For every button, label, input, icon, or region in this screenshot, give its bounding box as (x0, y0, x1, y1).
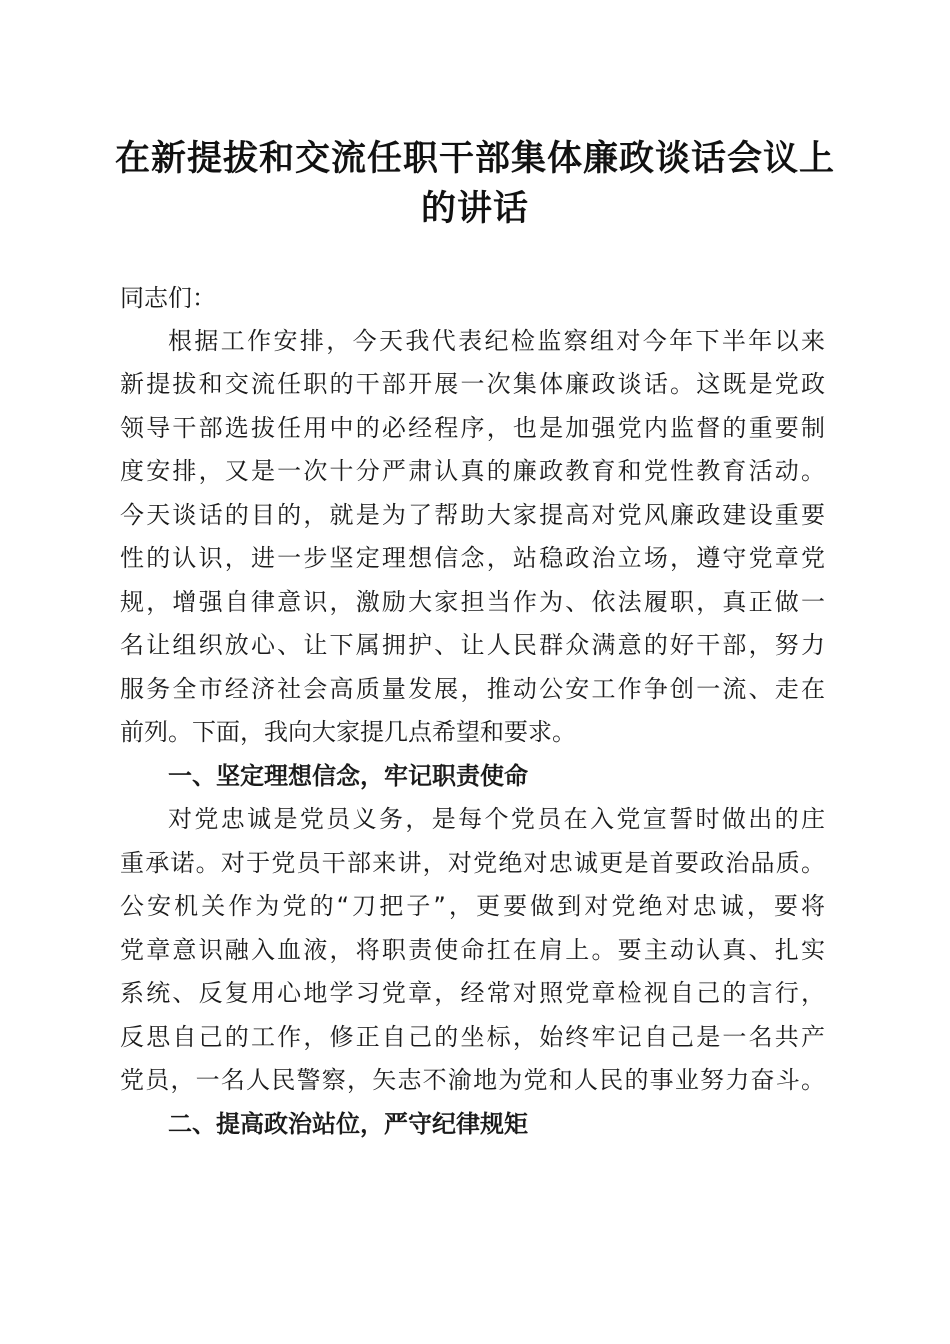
paragraph-1-line-3: 领导干部选拔任用中的必经程序，也是加强党内监督的重要制 (120, 414, 825, 442)
section-heading-2: 二、提高政治站位，严守纪律规矩 (168, 1110, 528, 1138)
salutation: 同志们： (120, 284, 216, 312)
paragraph-2-line-1: 对党忠诚是党员义务，是每个党员在入党宣誓时做出的庄 (168, 805, 825, 833)
paragraph-1-line-9: 服务全市经济社会高质量发展，推动公安工作争创一流、走在 (120, 675, 825, 703)
paragraph-1-line-4: 度安排，又是一次十分严肃认真的廉政教育和党性教育活动。 (120, 457, 825, 485)
paragraph-2-line-4: 党章意识融入血液，将职责使命扛在肩上。要主动认真、扎实 (120, 936, 825, 964)
paragraph-1-line-5: 今天谈话的目的，就是为了帮助大家提高对党风廉政建设重要 (120, 501, 825, 529)
paragraph-2-line-5: 系统、反复用心地学习党章，经常对照党章检视自己的言行， (120, 979, 825, 1007)
paragraph-1-line-10: 前列。下面，我向大家提几点希望和要求。 (120, 718, 576, 746)
paragraph-2-line-6: 反思自己的工作，修正自己的坐标，始终牢记自己是一名共产 (120, 1023, 825, 1051)
document-title: 在新提拔和交流任职干部集体廉政谈话会议上的讲话 (114, 138, 835, 229)
paragraph-1-line-8: 名让组织放心、让下属拥护、让人民群众满意的好干部，努力 (120, 631, 825, 659)
paragraph-2-line-7: 党员，一名人民警察，矢志不渝地为党和人民的事业努力奋斗。 (120, 1066, 825, 1094)
paragraph-1-line-1: 根据工作安排，今天我代表纪检监察组对今年下半年以来 (168, 327, 825, 355)
paragraph-2-line-3: 公安机关作为党的“刀把子”，更要做到对党绝对忠诚，要将 (120, 892, 825, 920)
paragraph-1-line-6: 性的认识，进一步坚定理想信念，站稳政治立场，遵守党章党 (120, 544, 825, 572)
paragraph-1-line-7: 规，增强自律意识，激励大家担当作为、依法履职，真正做一 (120, 588, 825, 616)
paragraph-2-line-2: 重承诺。对于党员干部来讲，对党绝对忠诚更是首要政治品质。 (120, 849, 825, 877)
paragraph-1-line-2: 新提拔和交流任职的干部开展一次集体廉政谈话。这既是党政 (120, 370, 825, 398)
section-heading-1: 一、坚定理想信念，牢记职责使命 (168, 762, 528, 790)
